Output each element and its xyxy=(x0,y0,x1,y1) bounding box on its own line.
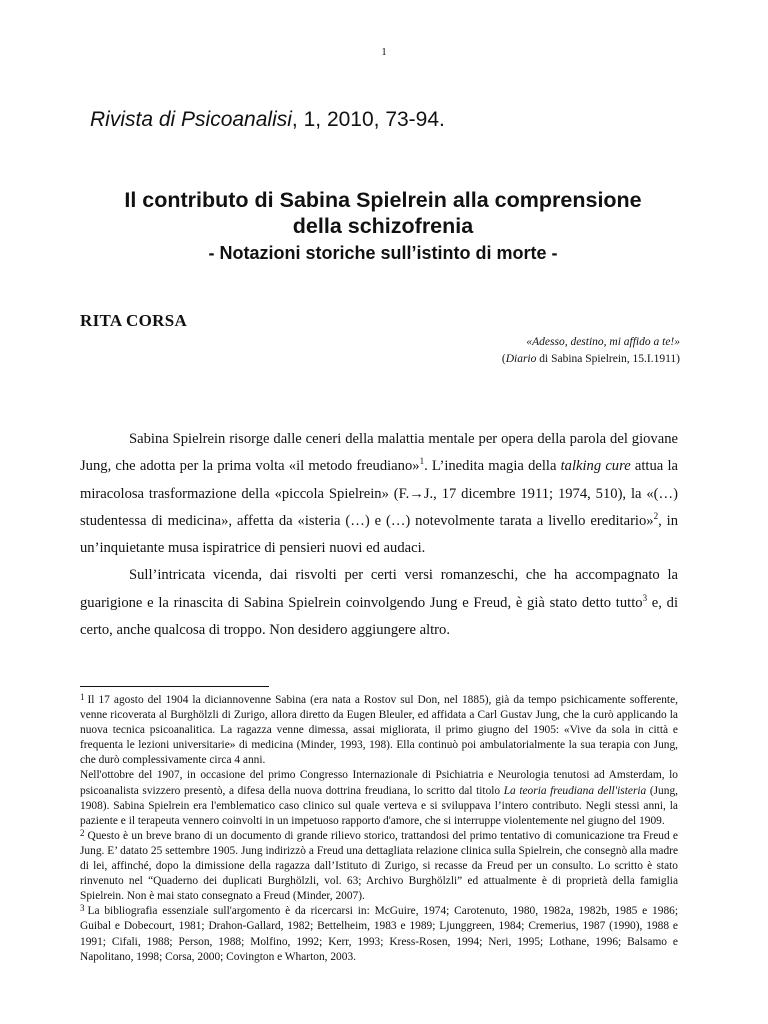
journal-name: Rivista di Psicoanalisi xyxy=(90,108,292,131)
footnote-3-number: 3 xyxy=(80,903,85,914)
footnote-1-text-b: Nell'ottobre del 1907, in occasione del primo Congresso Internazionale di Psichiatria e Neurologia tenutosi ad Amsterdam, lo psicoanalista svizzero presentò, a difesa della nuova dottrina freudiana, lo scritto dal titolo xyxy=(80,769,678,797)
epigraph-source-rest: di Sabina Spielrein, 15.I.1911) xyxy=(536,353,680,365)
paragraph-1-text-a: Sabina Spielrein risorge dalle ceneri della malattia mentale per opera della parola del giovane Jung, che adotta per la prima volta «il metodo freudiano» xyxy=(80,431,678,475)
paragraph-1-text-c: attua la miracolosa trasformazione della «piccola Spielrein» (F.→J., 17 dicembre 1911; 1974, 510), la «(…) studentessa di medicina», affetta da «isteria (…) e (…) notevolmente tarata a livello ereditario» xyxy=(80,458,678,529)
footnotes xyxy=(80,693,678,965)
paragraph-1-italic: talking cure xyxy=(560,458,631,475)
body-text xyxy=(80,426,678,644)
footnote-2 xyxy=(80,829,678,904)
paragraph-2-text-a: Sull’intricata vicenda, dai risvolti per certi versi romanzeschi, che ha accompagnato la guarigione e la rinascita di Sabina Spielrein coinvolgendo Jung e Freud, è già stato detto tutto xyxy=(80,567,678,611)
epigraph xyxy=(502,334,680,368)
paragraph-1-text-b: . L’inedita magia della xyxy=(424,458,561,475)
journal-citation xyxy=(90,108,445,132)
epigraph-quote xyxy=(502,334,680,351)
epigraph-source xyxy=(502,351,680,368)
footnote-1-text-c: (Jung, 1908). Sabina Spielrein era l'emblematico caso clinico sul quale verteva e si sviluppava l’intero contributo. Negli stessi anni, la paziente e il terapeuta vennero coinvolti in un impetuoso rapporto d'amore, che si interruppe violentemente nel giugno del 1909. xyxy=(80,784,678,827)
footnote-1-text-a: Il 17 agosto del 1904 la diciannovenne Sabina (era nata a Rostov sul Don, nel 1885), già da tempo psichicamente sofferente, venne ricoverata al Burghölzli di Zurigo, allora diretto da Eugen Bleuler, ed affidata a Carl Gustav Jung, che la curò applicando la nuova tecnica psicoanalitica. La ragazza venne dimessa, assai migliorata, il primo giugno del 1905: «Vive da sola in città e frequenta le lezioni universitarie» di medicina (Minder, 1993, 198). Ella continuò poi ambulatorialmente la sua terapia con Jung, che durò complessivamente circa 4 anni. xyxy=(80,694,678,767)
footnote-ref-3[interactable]: 3 xyxy=(642,592,648,603)
paper-title xyxy=(60,187,706,239)
footnote-2-number: 2 xyxy=(80,827,85,838)
footnote-1 xyxy=(80,693,678,768)
journal-volume-pages: , 1, 2010, 73-94. xyxy=(291,108,445,131)
footnote-2-text: Questo è un breve brano di un documento di grande rilievo storico, trattandosi del primo tentativo di comunicazione tra Freud e Jung. E’ datato 25 settembre 1905. Jung indirizzò a Freud una dettagliata relazione clinica sulla Spielrein, che consegnò alla madre di lei, affinché, dopo la dimissione della ragazza dall’Istituto di Zurigo, si recasse da Freud per un consulto. Lo scritto è stato rinvenuto nel “Quaderno dei duplicati Burghölzli, vol. 63; Archivo Burghölzli” ed attualmente è di proprietà della famiglia Spielrein. Non è mai stato consegnato a Freud (Minder, 2007). xyxy=(80,829,678,903)
footnote-1-italic: La teoria freudiana dell'isteria xyxy=(503,784,647,797)
paragraph-2 xyxy=(80,562,678,644)
footnote-1-number: 1 xyxy=(80,692,85,702)
paragraph-1 xyxy=(80,426,678,562)
footnote-3-text: La bibliografia essenziale sull'argomento è da ricercarsi in: McGuire, 1974; Carotenuto, 1980, 1982a, 1982b, 1985 e 1986; Guibal e Dobecourt, 1981; Drahon-Gallard, 1982; Bettelheim, 1983 e 1989; Ljunggreen, 1984; Cremerius, 1987 (1990), 1988 e 1991; Cifali, 1988; Person, 1988; Molfino, 1992; Kerr, 1993; Kress-Rosen, 1994; Neri, 1995; Lothane, 1996; Balsamo e Napolitano, 1998; Corsa, 2000; Covington e Wharton, 2003. xyxy=(80,905,678,963)
paper-title-line2: della schizofrenia xyxy=(292,214,474,238)
epigraph-source-open: ( xyxy=(501,353,506,365)
footnote-separator xyxy=(80,686,269,687)
footnote-ref-2[interactable]: 2 xyxy=(653,511,659,522)
footnote-1-continued xyxy=(80,768,678,828)
paragraph-1-text-d: , in un’inquietante musa ispiratrice di pensieri nuovi ed audaci. xyxy=(80,512,678,557)
footnote-3 xyxy=(80,904,678,964)
footnote-ref-1[interactable]: 1 xyxy=(419,456,425,467)
page-number: 1 xyxy=(381,46,387,58)
author-name: RITA CORSA xyxy=(80,311,188,330)
paper-title-line1: Il contributo di Sabina Spielrein alla comprensione xyxy=(124,188,642,212)
paragraph-2-text-b: e, di certo, anche qualcosa di troppo. Non desidero aggiungere altro. xyxy=(80,594,679,639)
epigraph-quote-text: «Adesso, destino, mi affido a te!» xyxy=(526,336,680,348)
paper-subtitle: - Notazioni storiche sull’istinto di morte - xyxy=(208,243,558,263)
epigraph-source-title: Diario xyxy=(505,353,537,365)
